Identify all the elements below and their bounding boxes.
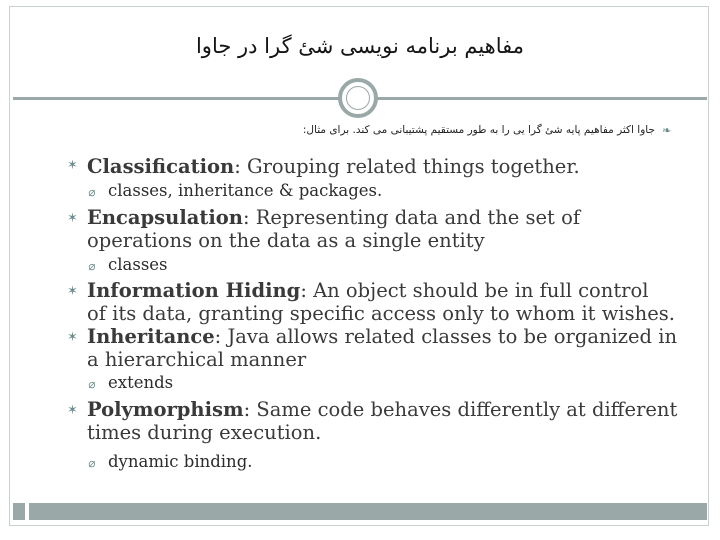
footer-accent-block xyxy=(13,503,25,520)
item-desc: : Java allows related classes to be organized in xyxy=(214,325,678,348)
item-desc: : Same code behaves differently at different xyxy=(243,398,678,421)
sub-bullet-icon: ⌀ xyxy=(88,377,96,391)
sub-item: classes, inheritance & packages. xyxy=(108,181,383,200)
bullet-icon: ✶ xyxy=(67,284,78,299)
item-information-hiding xyxy=(87,279,675,325)
item-desc: : An object should be in full control xyxy=(300,279,649,302)
sub-bullet-icon: ⌀ xyxy=(88,185,96,199)
footer-bar xyxy=(29,503,707,520)
intro-bullet-icon: ❧ xyxy=(662,124,672,137)
item-encapsulation xyxy=(87,206,580,252)
item-term: Classification xyxy=(87,155,235,178)
item-classification xyxy=(87,155,580,178)
divider-circle-ornament xyxy=(338,78,378,118)
sub-item: extends xyxy=(108,373,174,392)
sub-item: dynamic binding. xyxy=(108,452,253,471)
bullet-icon: ✶ xyxy=(67,158,78,173)
item-term: Polymorphism xyxy=(87,398,244,421)
item-desc-continued: times during execution. xyxy=(87,421,322,444)
bullet-icon: ✶ xyxy=(67,330,78,345)
item-term: Inheritance xyxy=(87,325,215,348)
item-desc: : Representing data and the set of xyxy=(242,206,581,229)
item-desc-continued: a hierarchical manner xyxy=(87,348,307,371)
item-desc: : Grouping related things together. xyxy=(234,155,580,178)
item-polymorphism xyxy=(87,398,677,444)
sub-bullet-icon: ⌀ xyxy=(88,259,96,273)
bullet-icon: ✶ xyxy=(67,211,78,226)
item-desc-continued: of its data, granting specific access only to whom it wishes. xyxy=(87,302,675,325)
sub-bullet-icon: ⌀ xyxy=(88,456,96,470)
item-term: Information Hiding xyxy=(87,279,301,302)
intro-text: جاوا اکثر مفاهیم پایه شئ گرا یی را به طور مستقیم پشتیبانی می کند. برای مثال: xyxy=(302,124,655,136)
bullet-icon: ✶ xyxy=(67,403,78,418)
sub-item: classes xyxy=(108,255,168,274)
item-desc-continued: operations on the data as a single entity xyxy=(87,229,485,252)
item-inheritance xyxy=(87,325,677,371)
item-term: Encapsulation xyxy=(87,206,243,229)
slide-title: مفاهیم برنامه نویسی شئ گرا در جاوا xyxy=(195,34,525,58)
